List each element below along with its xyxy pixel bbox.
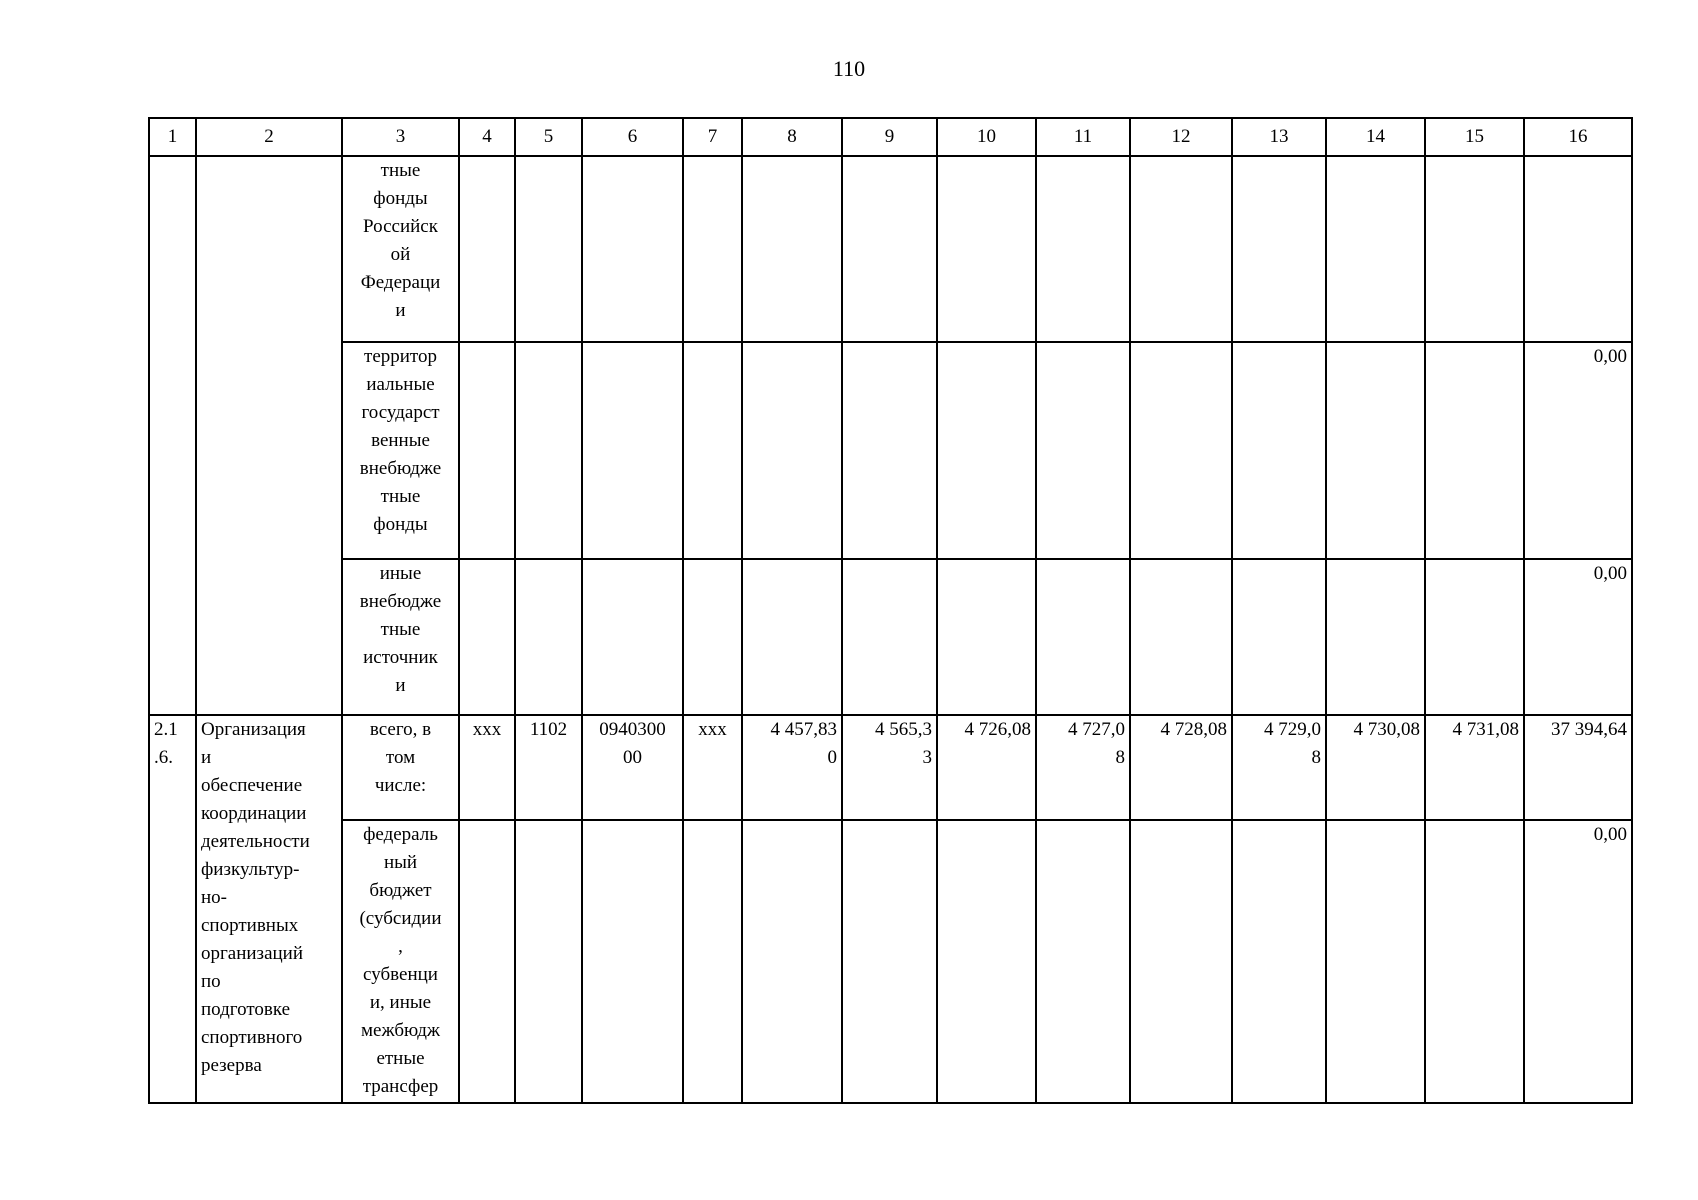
col-header-5: 5	[515, 118, 582, 156]
total-cell: 37 394,64	[1524, 715, 1632, 820]
total-cell: 0,00	[1524, 820, 1632, 1103]
funding-source-cell: иные внебюдже тные источник и	[342, 559, 459, 715]
column-number-row	[149, 118, 1632, 156]
item-name-cell: Организация и обеспечение координации деятельности физкультур- но- спортивных организаций по подготовке спортивного резерва	[196, 715, 342, 1103]
total-cell	[1524, 156, 1632, 342]
code-cell: 0940300 00	[582, 715, 683, 820]
table-row	[149, 559, 1632, 715]
col-header-15: 15	[1425, 118, 1524, 156]
col-header-14: 14	[1326, 118, 1425, 156]
budget-table	[148, 117, 1633, 1104]
code-cell: ххх	[459, 715, 515, 820]
prev-item-name-cell	[196, 156, 342, 715]
col-header-4: 4	[459, 118, 515, 156]
table-row	[149, 715, 1632, 820]
funding-source-cell: территор иальные государст венные внебюдже тные фонды	[342, 342, 459, 559]
value-cell: 4 730,08	[1326, 715, 1425, 820]
value-cell: 4 457,83 0	[742, 715, 842, 820]
total-cell: 0,00	[1524, 559, 1632, 715]
funding-source-cell: всего, в том числе:	[342, 715, 459, 820]
col-header-12: 12	[1130, 118, 1232, 156]
value-cell: 4 729,0 8	[1232, 715, 1326, 820]
col-header-11: 11	[1036, 118, 1130, 156]
funding-source-cell: тные фонды Российск ой Федераци и	[342, 156, 459, 342]
funding-source-cell: федераль ный бюджет (субсидии , субвенци и, иные межбюдж етные трансфер	[342, 820, 459, 1103]
value-cell: 4 726,08	[937, 715, 1036, 820]
value-cell: 4 565,3 3	[842, 715, 937, 820]
table-row	[149, 342, 1632, 559]
col-header-13: 13	[1232, 118, 1326, 156]
table-row	[149, 820, 1632, 1103]
col-header-2: 2	[196, 118, 342, 156]
col-header-6: 6	[582, 118, 683, 156]
value-cell: 4 731,08	[1425, 715, 1524, 820]
value-cell: 4 727,0 8	[1036, 715, 1130, 820]
col-header-10: 10	[937, 118, 1036, 156]
col-header-7: 7	[683, 118, 742, 156]
value-cell: 4 728,08	[1130, 715, 1232, 820]
prev-item-number-cell	[149, 156, 196, 715]
code-cell: ххх	[683, 715, 742, 820]
col-header-8: 8	[742, 118, 842, 156]
col-header-3: 3	[342, 118, 459, 156]
col-header-16: 16	[1524, 118, 1632, 156]
col-header-1: 1	[149, 118, 196, 156]
total-cell: 0,00	[1524, 342, 1632, 559]
code-cell: 1102	[515, 715, 582, 820]
col-header-9: 9	[842, 118, 937, 156]
item-number-cell: 2.1 .6.	[149, 715, 196, 1103]
page-number: 110	[832, 56, 866, 81]
table-row	[149, 156, 1632, 342]
